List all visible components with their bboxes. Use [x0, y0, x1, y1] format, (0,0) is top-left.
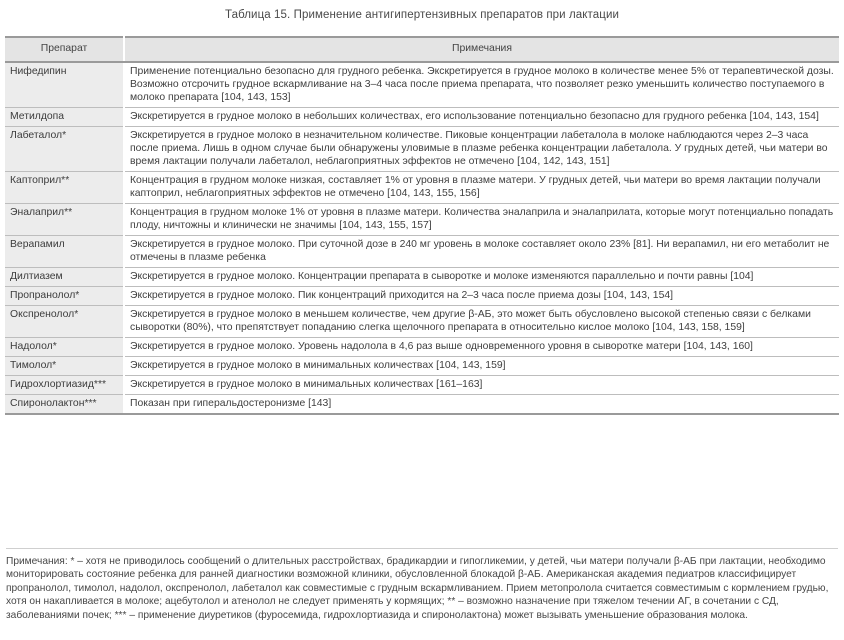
- table-row: [5, 357, 839, 376]
- drug-name-cell: Надолол*: [5, 338, 124, 357]
- table-title: Таблица 15. Применение антигипертензивных препаратов при лактации: [224, 9, 620, 21]
- drug-notes-cell: Показан при гиперальдостеронизме [143]: [124, 395, 839, 415]
- drug-name-cell: Эналаприл**: [5, 204, 124, 236]
- table-row: [5, 395, 839, 415]
- drug-notes-cell: Экскретируется в грудное молоко. Уровень надолола в 4,6 раз выше одновременного уровня в сыворотке матери [104, 143, 160]: [124, 338, 839, 357]
- drug-notes-cell: Применение потенциально безопасно для грудного ребенка. Экскретируется в грудное молоко в количестве менее 5% от терапевтической дозы. Возможно отсрочить грудное вскармливание на 3–4 часа после приема препарата, что позволяет резко уменьшить количество поступаемого в молоко препарата [104, 143, 153]: [124, 62, 839, 108]
- drug-name-cell: Дилтиазем: [5, 268, 124, 287]
- table-row: [5, 287, 839, 306]
- drug-name-cell: Тимолол*: [5, 357, 124, 376]
- drug-notes-cell: Экскретируется в грудное молоко в минимальных количествах [161–163]: [124, 376, 839, 395]
- drug-notes-cell: Экскретируется в грудное молоко в незначительном количестве. Пиковые концентрации лабеталола в молоке наблюдаются через 2–3 часа после приема. Лишь в одном случае были обнаружены уловимые в плазме ребенка концентрации лабеталола. У грудных детей, чьи матери во время лактации получали лабеталол, неблагоприятных эффектов не отмечено [104, 142, 143, 151]: [124, 127, 839, 172]
- table-row: [5, 62, 839, 108]
- lactation-drug-table: [5, 36, 839, 415]
- header-notes: Примечания: [124, 37, 839, 62]
- drug-notes-cell: Экскретируется в грудное молоко. Пик концентраций приходится на 2–3 часа после приема дозы [104, 143, 154]: [124, 287, 839, 306]
- table-row: [5, 204, 839, 236]
- table-row: [5, 306, 839, 338]
- drug-name-cell: Лабеталол*: [5, 127, 124, 172]
- drug-notes-cell: Экскретируется в грудное молоко в минимальных количествах [104, 143, 159]: [124, 357, 839, 376]
- header-drug: Препарат: [5, 37, 124, 62]
- drug-name-cell: Метилдопа: [5, 108, 124, 127]
- drug-notes-cell: Экскретируется в грудное молоко. При суточной дозе в 240 мг уровень в молоке составляет около 23% [81]. Ни верапамил, ни его метаболит не отмечены в плазме ребенка: [124, 236, 839, 268]
- drug-notes-cell: Концентрация в грудном молоке 1% от уровня в плазме матери. Количества эналаприла и эналаприлата, которые могут потенциально попадать плоду, ничтожны и клинически не значимы [104, 143, 155, 157]: [124, 204, 839, 236]
- drug-notes-cell: Концентрация в грудном молоке низкая, составляет 1% от уровня в плазме матери. У грудных детей, чьи матери во время лактации получали каптоприл, неблагоприятных эффектов не отмечено [104, 143, 155, 156]: [124, 172, 839, 204]
- drug-name-cell: Окспренолол*: [5, 306, 124, 338]
- table-row: [5, 268, 839, 287]
- table-row: [5, 108, 839, 127]
- drug-name-cell: Пропранолол*: [5, 287, 124, 306]
- drug-name-cell: Спиронолактон***: [5, 395, 124, 415]
- table-row: [5, 376, 839, 395]
- drug-name-cell: Гидрохлортиазид***: [5, 376, 124, 395]
- table-row: [5, 338, 839, 357]
- drug-notes-cell: Экскретируется в грудное молоко в меньшем количестве, чем другие β-АБ, это может быть обусловлено высокой степенью связи с белками сыворотки (80%), что препятствует попаданию слегка щелочного препарата в относительно кислое молоко [104, 143, 158, 159]: [124, 306, 839, 338]
- table-header-row: [5, 37, 839, 62]
- drug-notes-cell: Экскретируется в грудное молоко. Концентрации препарата в сыворотке и молоке изменяются параллельно и почти равны [104]: [124, 268, 839, 287]
- table-footnote: Примечания: * – хотя не приводилось сообщений о длительных расстройствах, брадикардии и гипогликемии, у детей, чьи матери получали β-АБ при лактации, необходимо мониторировать состояние ребенка для ранней диагностики возможной клиники, обусловленной блокадой β-АБ. Американская академия педиатров классифицирует пропранолол, тимолол, надолол, окспренолол, лабеталол как совместимые с грудным вскармливанием. Прием метопролола считается совместимым с кормлением грудью, хотя он накапливается в молоке; ацебутолол и атенолол не следует применять у кормящих; ** – возможно назначение при тяжелом течении АГ, в сочетании с СД, заболеваниями почек; *** – применение диуретиков (фуросемида, гидрохлортиазида и спиронолактона) может вызывать уменьшение образования молока.: [6, 548, 838, 622]
- drug-name-cell: Нифедипин: [5, 62, 124, 108]
- drug-name-cell: Каптоприл**: [5, 172, 124, 204]
- table-row: [5, 172, 839, 204]
- drug-notes-cell: Экскретируется в грудное молоко в небольших количествах, его использование потенциально безопасно для грудного ребенка [104, 143, 154]: [124, 108, 839, 127]
- drug-name-cell: Верапамил: [5, 236, 124, 268]
- table-row: [5, 127, 839, 172]
- table-row: [5, 236, 839, 268]
